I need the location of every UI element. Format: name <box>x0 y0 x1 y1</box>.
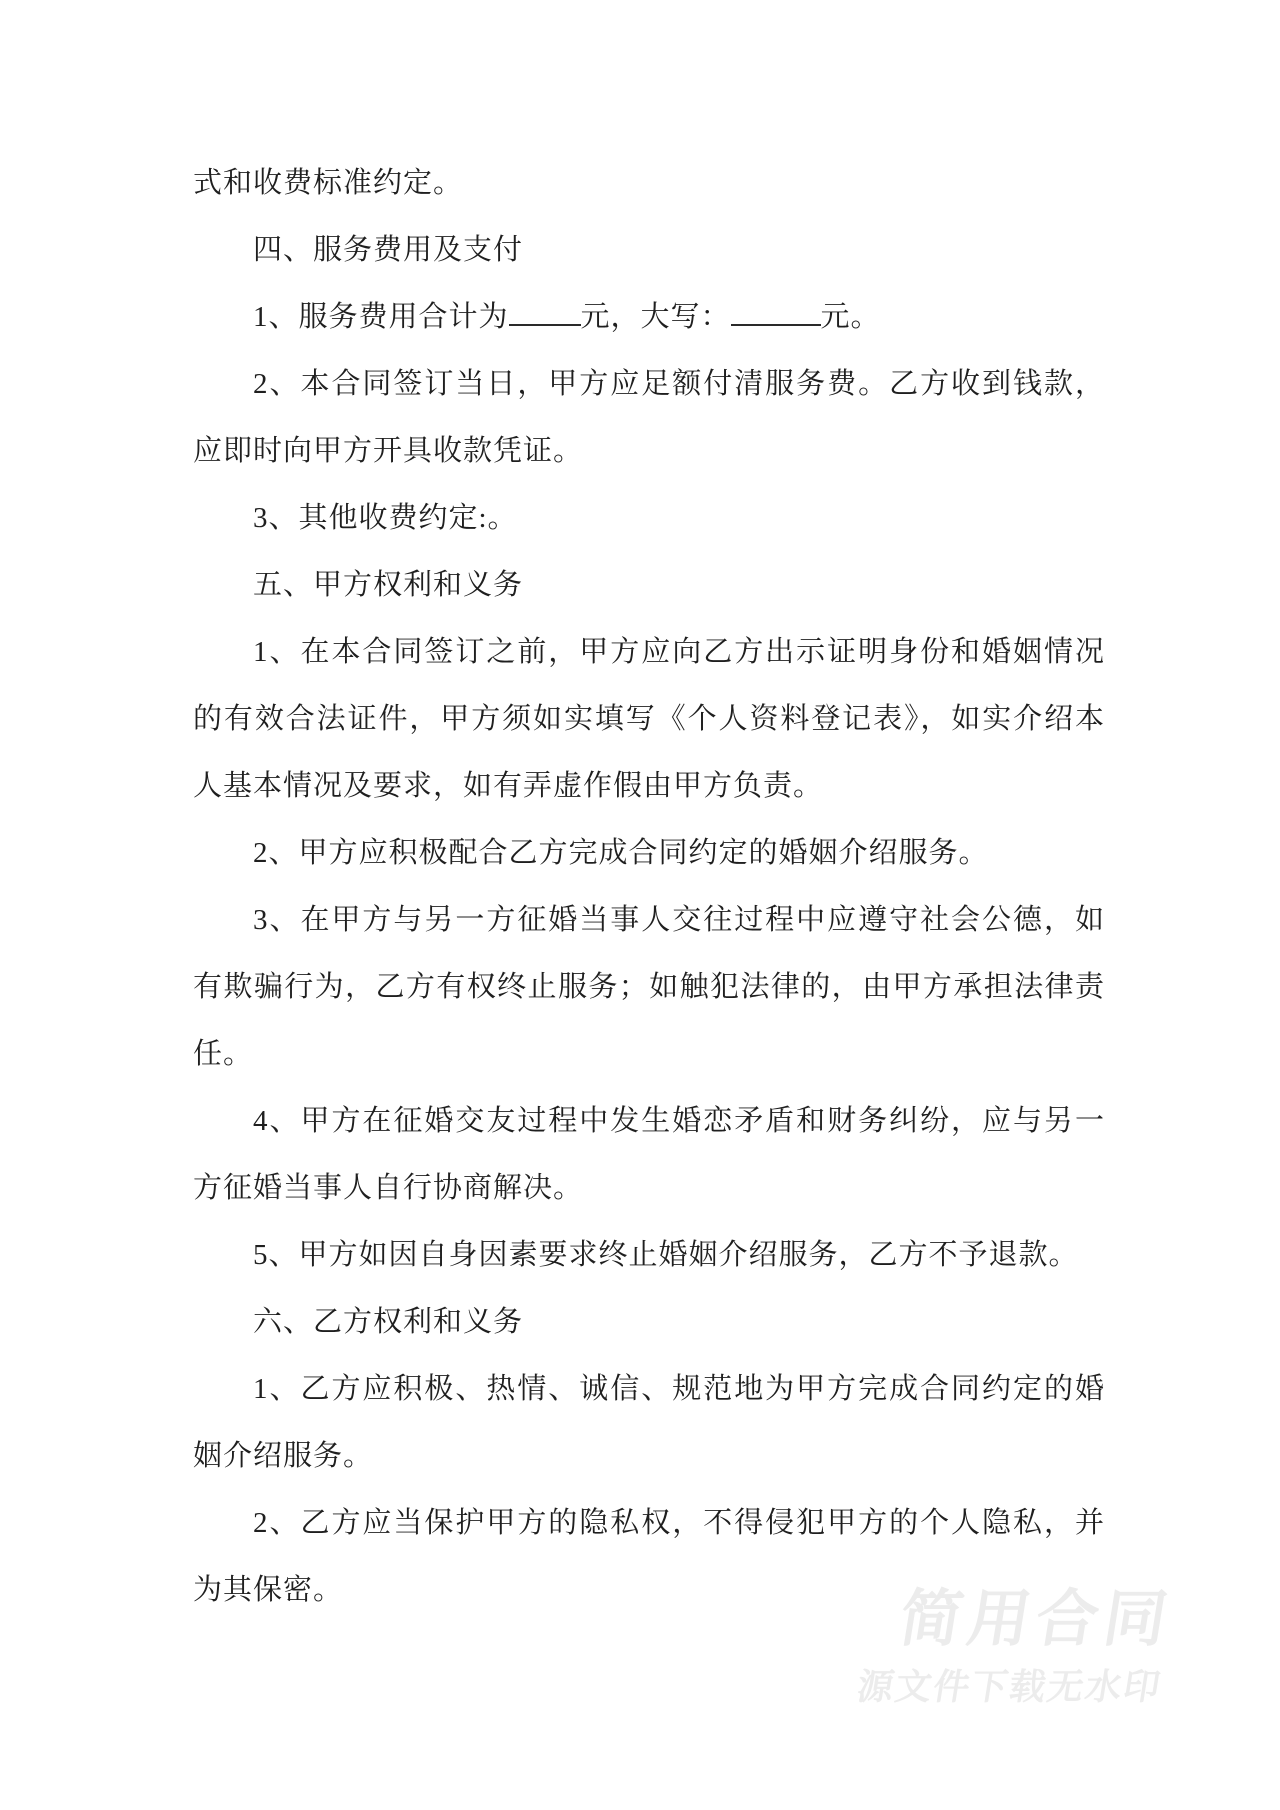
document-body <box>193 150 1105 1624</box>
document-line <box>193 1222 1105 1289</box>
line-text: 元，大写： <box>580 301 731 333</box>
document-line <box>193 619 1105 686</box>
blank-underline <box>731 296 821 326</box>
document-line <box>193 150 1105 217</box>
document-line <box>193 552 1105 619</box>
line-text: 人基本情况及要求，如有弄虚作假由甲方负责。 <box>193 770 824 802</box>
line-text: 任。 <box>193 1038 254 1070</box>
document-line <box>193 887 1105 954</box>
line-text: 五、甲方权利和义务 <box>253 569 524 601</box>
document-line <box>193 485 1105 552</box>
document-line <box>193 686 1105 753</box>
document-line <box>193 1155 1105 1222</box>
document-line <box>193 284 1105 351</box>
line-text: 5、甲方如因自身因素要求终止婚姻介绍服务，乙方不予退款。 <box>253 1239 1079 1271</box>
line-text: 有欺骗行为，乙方有权终止服务；如触犯法律的，由甲方承担法律责 <box>193 971 1105 1003</box>
document-line <box>193 1356 1105 1423</box>
document-line <box>193 1557 1105 1624</box>
line-text: 的有效合法证件，甲方须如实填写《个人资料登记表》，如实介绍本 <box>193 703 1105 735</box>
line-text: 1、服务费用合计为 <box>253 301 509 333</box>
blank-underline <box>509 296 581 326</box>
line-text: 3、在甲方与另一方征婚当事人交往过程中应遵守社会公德，如 <box>253 904 1105 936</box>
document-line <box>193 1289 1105 1356</box>
document-line <box>193 1490 1105 1557</box>
line-text: 为其保密。 <box>193 1574 344 1606</box>
watermark-subtitle: 源文件下载无水印 <box>854 1666 1165 1707</box>
line-text: 2、甲方应积极配合乙方完成合同约定的婚姻介绍服务。 <box>253 837 989 869</box>
line-text: 元。 <box>820 301 881 333</box>
document-line <box>193 1423 1105 1490</box>
watermark-title: 简用合同 <box>894 1585 1178 1654</box>
document-line <box>193 954 1105 1021</box>
document-line <box>193 1021 1105 1088</box>
document-line <box>193 217 1105 284</box>
line-text: 4、甲方在征婚交友过程中发生婚恋矛盾和财务纠纷，应与另一 <box>253 1105 1105 1137</box>
line-text: 2、本合同签订当日，甲方应足额付清服务费。乙方收到钱款， <box>253 368 1105 400</box>
line-text: 2、乙方应当保护甲方的隐私权，不得侵犯甲方的个人隐私，并 <box>253 1507 1105 1539</box>
line-text: 四、服务费用及支付 <box>253 234 524 266</box>
line-text: 方征婚当事人自行协商解决。 <box>193 1172 584 1204</box>
document-line <box>193 418 1105 485</box>
document-line <box>193 820 1105 887</box>
line-text: 六、乙方权利和义务 <box>253 1306 524 1338</box>
line-text: 1、在本合同签订之前，甲方应向乙方出示证明身份和婚姻情况 <box>253 636 1105 668</box>
document-line <box>193 1088 1105 1155</box>
line-text: 1、乙方应积极、热情、诚信、规范地为甲方完成合同约定的婚 <box>253 1373 1105 1405</box>
line-text: 式和收费标准约定。 <box>193 167 464 199</box>
line-text: 应即时向甲方开具收款凭证。 <box>193 435 584 467</box>
document-line <box>193 753 1105 820</box>
document-line <box>193 351 1105 418</box>
line-text: 姻介绍服务。 <box>193 1440 374 1472</box>
line-text: 3、其他收费约定:。 <box>253 502 518 534</box>
